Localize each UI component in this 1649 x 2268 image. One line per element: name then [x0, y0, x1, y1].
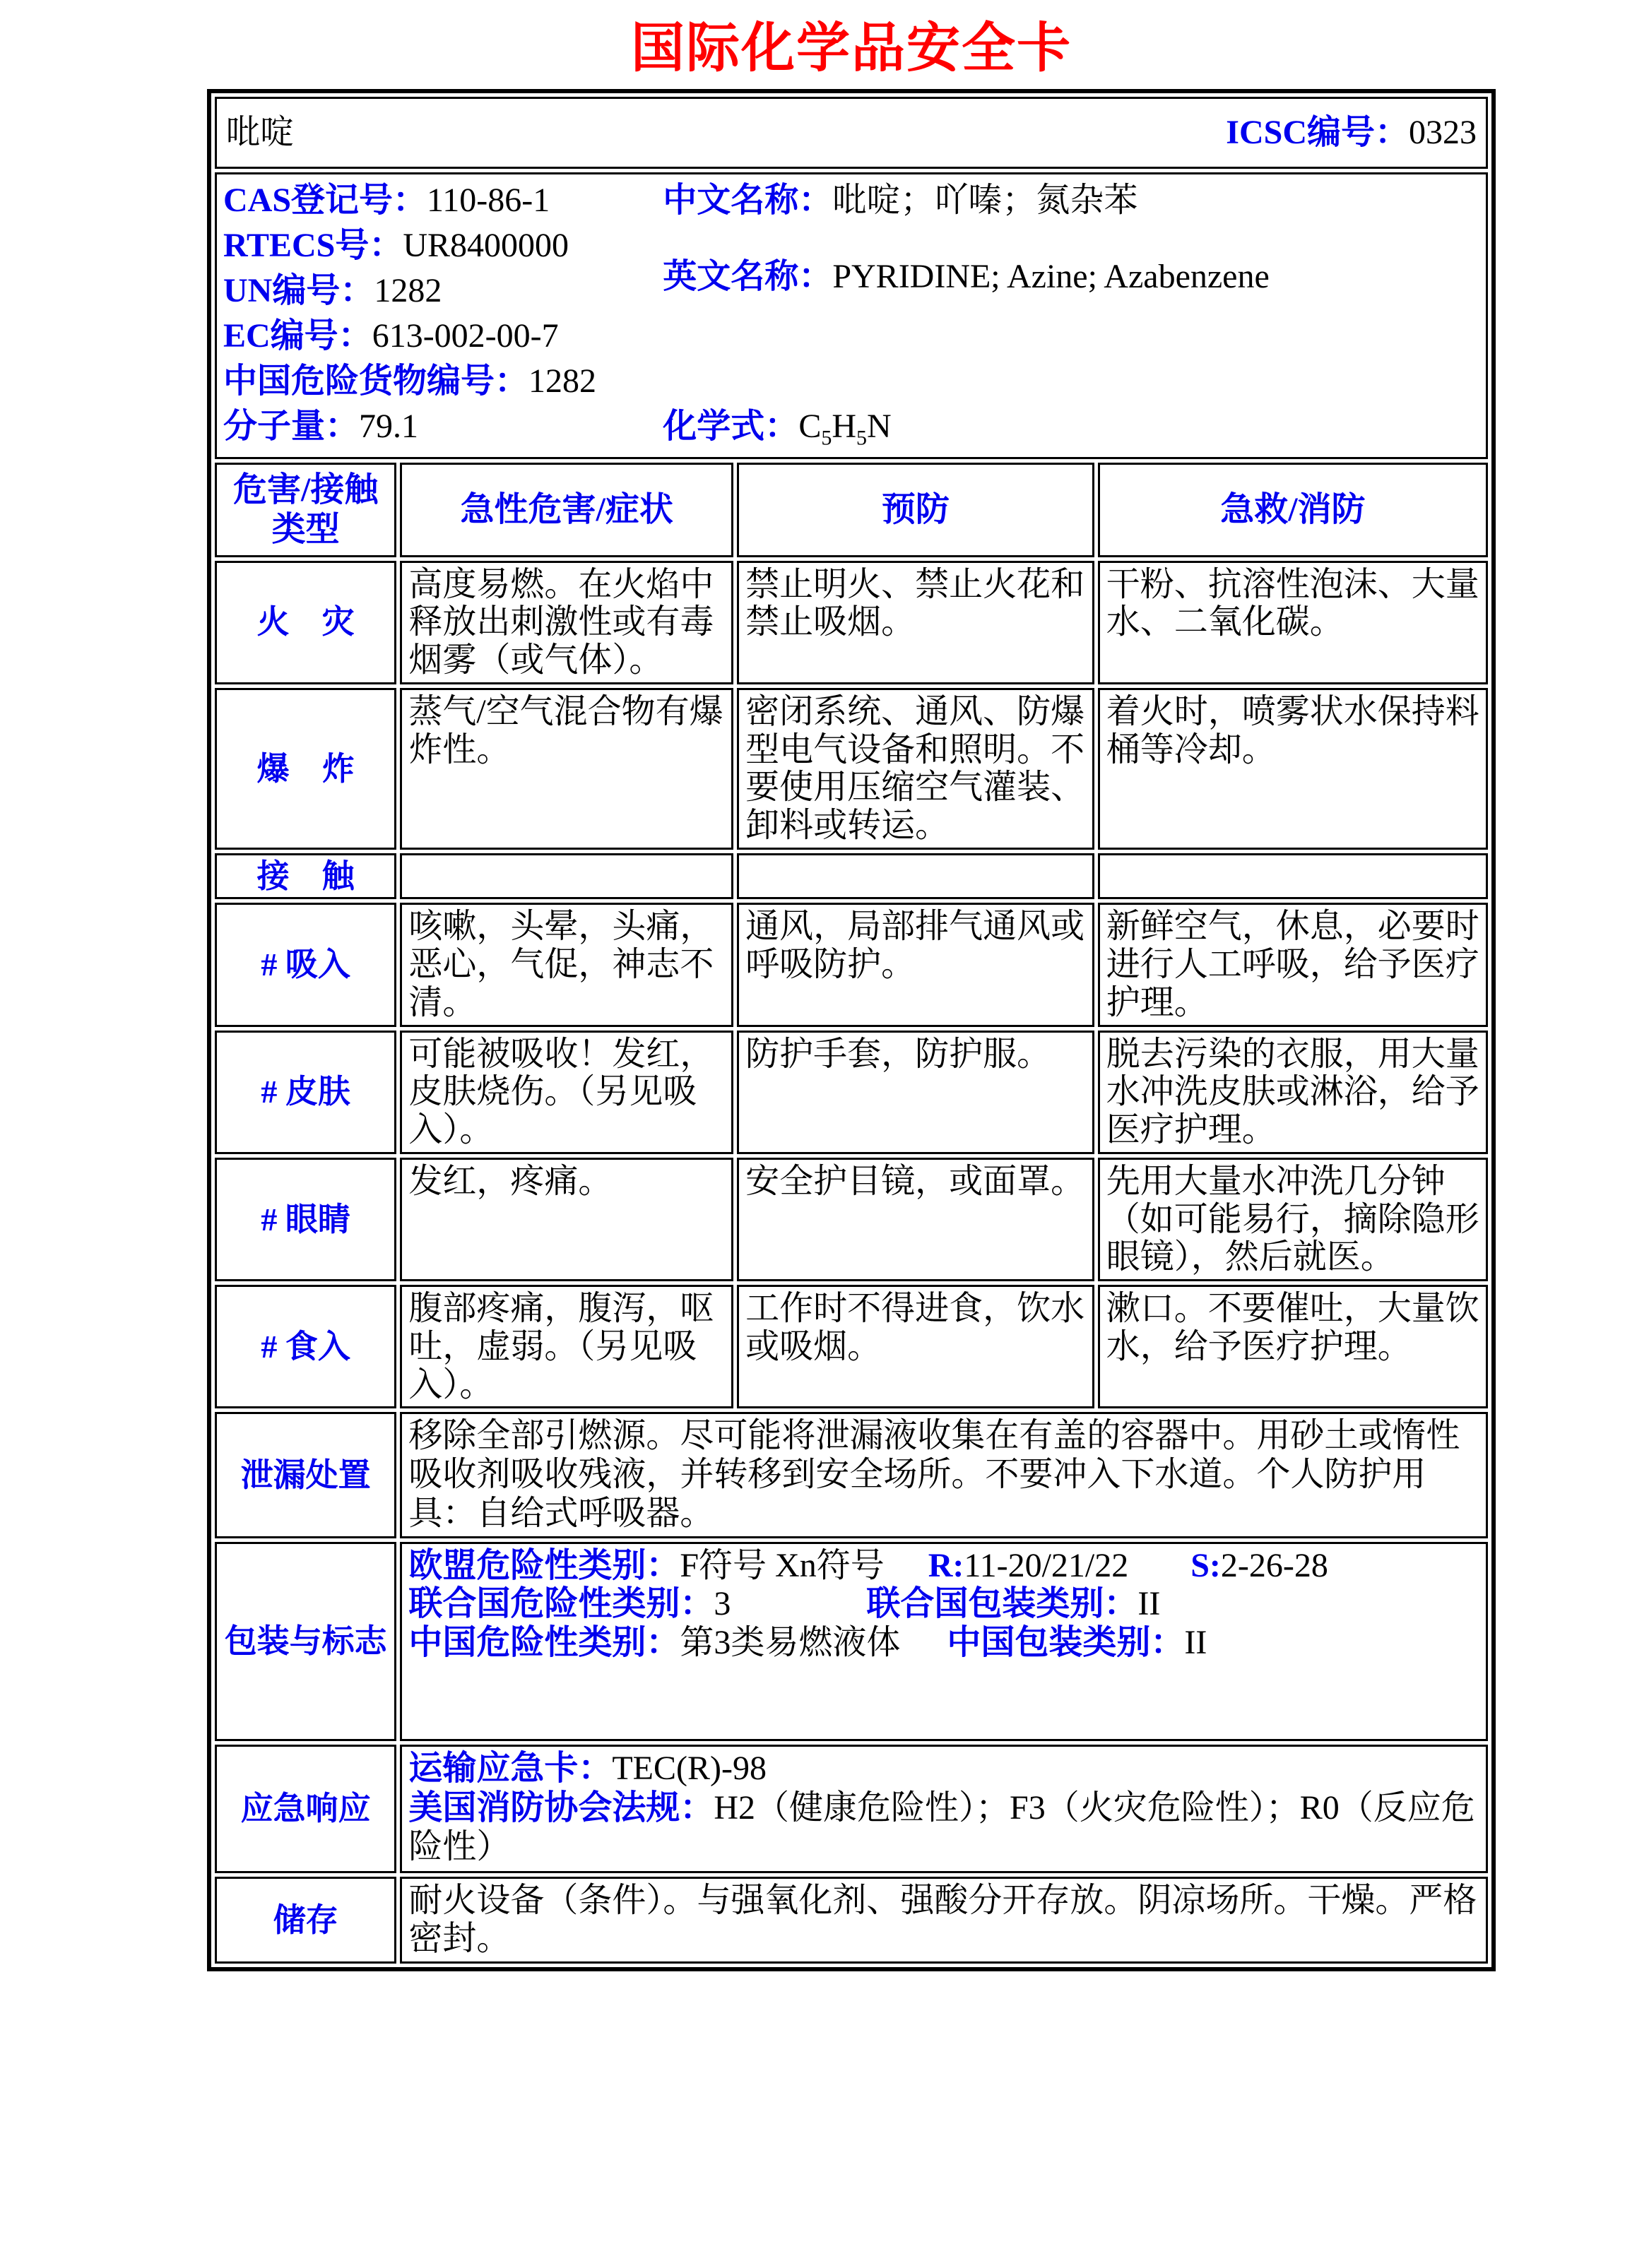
formula-line: 化学式：$C_5H_5N$ [663, 407, 892, 450]
row-label-exposure: 接 触 [215, 853, 396, 900]
section-label-spillage: 泄漏处置 [215, 1412, 396, 1538]
identifier-list-right [663, 182, 1479, 453]
prevention-cell: 工作时不得进食，饮水或吸烟。 [737, 1285, 1094, 1408]
name-bar-cell [215, 97, 1488, 169]
symptoms-cell [400, 853, 733, 900]
first-aid-cell: 干粉、抗溶性泡沫、大量水、二氧化碳。 [1098, 561, 1488, 684]
first-aid-cell: 新鲜空气，休息，必要时进行人工呼吸，给予医疗护理。 [1098, 903, 1488, 1026]
hazard-row-exposure [215, 853, 1488, 900]
section-label-storage: 储存 [215, 1877, 396, 1964]
china-dg-number-line: 中国危险货物编号：1282 [223, 362, 597, 400]
section-row-storage [215, 1877, 1488, 1964]
page [207, 20, 1496, 1971]
first-aid-cell: 漱口。不要催吐，大量饮水，给予医疗护理。 [1098, 1285, 1488, 1408]
section-content-emergency-response: 运输应急卡：TEC(R)-98 美国消防协会法规：H2（健康危险性）；F3（火灾危险性）；R0（反应危险性） [400, 1745, 1488, 1873]
chemical-name: 吡啶 [226, 113, 295, 151]
icsc-number [1226, 114, 1477, 152]
chinese-name-line: 中文名称：吡啶；吖嗪；氮杂苯 [663, 181, 1138, 219]
header-hazard-type: 危害/接触 类型 [215, 463, 396, 557]
row-label-ingestion: # 食入 [215, 1285, 396, 1408]
hazard-header-row [215, 463, 1488, 557]
identifiers-cell [215, 172, 1488, 459]
section-label-packaging: 包装与标志 [215, 1542, 396, 1741]
ec-number-line: EC编号：613-002-00-7 [223, 316, 559, 355]
row-label-explosion: 爆 炸 [215, 688, 396, 850]
hazard-row-explosion [215, 688, 1488, 850]
prevention-cell: 通风，局部排气通风或呼吸防护。 [737, 903, 1094, 1026]
hazard-row-fire [215, 561, 1488, 684]
row-label-skin: # 皮肤 [215, 1031, 396, 1154]
icsc-number-label: ICSC编号： [1226, 113, 1409, 151]
symptoms-cell: 可能被吸收！发红，皮肤烧伤。（另见吸入）。 [400, 1031, 733, 1154]
row-label-inhalation: # 吸入 [215, 903, 396, 1026]
section-content-packaging: 欧盟危险性类别：F符号 Xn符号 R:11-20/21/22 S:2-26-28 联合国危险性类别：3 联合国包装类别：II 中国危险性类别：第3类易燃液体 中国包装类别：II [400, 1542, 1488, 1741]
prevention-cell: 安全护目镜，或面罩。 [737, 1158, 1094, 1281]
identifiers-row [215, 172, 1488, 459]
hazard-row-eyes [215, 1158, 1488, 1281]
prevention-cell: 防护手套，防护服。 [737, 1031, 1094, 1154]
symptoms-cell: 蒸气/空气混合物有爆炸性。 [400, 688, 733, 850]
header-prevention: 预防 [737, 463, 1094, 557]
symptoms-cell: 高度易燃。在火焰中释放出刺激性或有毒烟雾（或气体）。 [400, 561, 733, 684]
hazard-row-ingestion [215, 1285, 1488, 1408]
molecular-weight-line: 分子量：79.1 [223, 407, 419, 445]
icsc-number-value: 0323 [1409, 113, 1477, 151]
hazard-row-inhalation [215, 903, 1488, 1026]
first-aid-cell: 先用大量水冲洗几分钟（如可能易行，摘除隐形眼镜），然后就医。 [1098, 1158, 1488, 1281]
icsc-card-table [207, 89, 1496, 1972]
section-row-spillage [215, 1412, 1488, 1538]
header-first-aid: 急救/消防 [1098, 463, 1488, 557]
first-aid-cell: 脱去污染的衣服，用大量水冲洗皮肤或淋浴，给予医疗护理。 [1098, 1031, 1488, 1154]
un-number-line: UN编号：1282 [223, 271, 442, 309]
prevention-cell: 禁止明火、禁止火花和禁止吸烟。 [737, 561, 1094, 684]
prevention-cell: 密闭系统、通风、防爆型电气设备和照明。不要使用压缩空气灌装、卸料或转运。 [737, 688, 1094, 850]
prevention-cell [737, 853, 1094, 900]
section-content-spillage: 移除全部引燃源。尽可能将泄漏液收集在有盖的容器中。用砂土或惰性吸收剂吸收残液，并转移到安全场所。不要冲入下水道。个人防护用具：自给式呼吸器。 [400, 1412, 1488, 1538]
symptoms-cell: 腹部疼痛，腹泻，呕吐，虚弱。（另见吸入）。 [400, 1285, 733, 1408]
section-row-packaging [215, 1542, 1488, 1741]
section-label-emergency-response: 应急响应 [215, 1745, 396, 1873]
first-aid-cell: 着火时，喷雾状水保持料桶等冷却。 [1098, 688, 1488, 850]
cas-number-line: CAS登记号：110-86-1 [223, 181, 550, 219]
row-label-eyes: # 眼睛 [215, 1158, 396, 1281]
section-row-emergency-response [215, 1745, 1488, 1873]
row-label-fire: 火 灾 [215, 561, 396, 684]
name-bar-row [215, 97, 1488, 169]
page-title: 国际化学品安全卡 [631, 19, 1072, 78]
chemical-formula: $C_5H_5N$ [798, 407, 892, 450]
hazard-row-skin [215, 1031, 1488, 1154]
symptoms-cell: 咳嗽，头晕，头痛，恶心，气促，神志不清。 [400, 903, 733, 1026]
rtecs-number-line: RTECS号：UR8400000 [223, 226, 569, 264]
first-aid-cell [1098, 853, 1488, 900]
header-acute-symptoms: 急性危害/症状 [400, 463, 733, 557]
section-content-storage: 耐火设备（条件）。与强氧化剂、强酸分开存放。阴凉场所。干燥。严格密封。 [400, 1877, 1488, 1964]
english-name-line: 英文名称：PYRIDINE; Azine; Azabenzene [663, 257, 1270, 295]
symptoms-cell: 发红，疼痛。 [400, 1158, 733, 1281]
